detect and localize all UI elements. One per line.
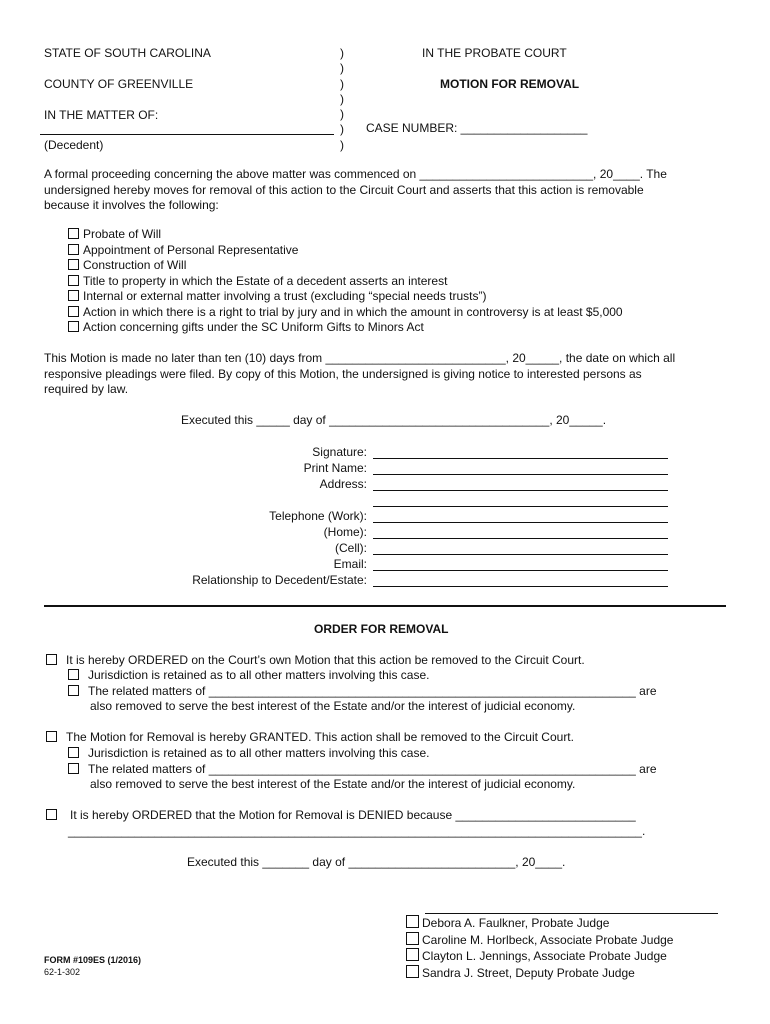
checkbox[interactable] — [46, 809, 57, 820]
removal-reasons-list — [68, 227, 623, 336]
tel-cell-label: (Cell): — [335, 541, 367, 555]
print-name-line[interactable] — [373, 474, 668, 475]
document-title: MOTION FOR REMOVAL — [440, 77, 580, 91]
checkbox[interactable] — [68, 244, 79, 255]
order-option-1 — [46, 653, 585, 669]
checkbox[interactable] — [68, 275, 79, 286]
checkbox[interactable] — [46, 731, 57, 742]
judge-horlbeck[interactable]: Caroline M. Horlbeck, Associate Probate Judge — [406, 932, 673, 949]
tel-work-line[interactable] — [373, 522, 668, 523]
order-title: ORDER FOR REMOVAL — [314, 622, 449, 636]
checkbox[interactable] — [68, 259, 79, 270]
option-probate-of-will[interactable]: Probate of Will — [68, 227, 623, 243]
order-granted[interactable]: The Motion for Removal is hereby GRANTED. This action shall be removed to the Circuit Court. — [46, 730, 574, 746]
email-label: Email: — [333, 557, 367, 571]
checkbox[interactable] — [68, 306, 79, 317]
county-label: COUNTY OF GREENVILLE — [44, 77, 194, 91]
option-appointment[interactable]: Appointment of Personal Representative — [68, 243, 623, 259]
denied-reason-line[interactable]: ______________________________________________________________________________________. — [68, 823, 646, 838]
option-jury[interactable]: Action in which there is a right to trial by jury and in which the amount in controversy is at least $5,000 — [68, 305, 623, 321]
option-gifts-minors[interactable]: Action concerning gifts under the SC Uniform Gifts to Minors Act — [68, 320, 623, 336]
commenced-date-line[interactable]: A formal proceeding concerning the above matter was commenced on __________________________, 20____. The — [44, 167, 667, 181]
checkbox[interactable] — [406, 915, 419, 928]
email-line[interactable] — [373, 570, 668, 571]
executed-line[interactable]: Executed this _____ day of _________________________________, 20_____. — [181, 413, 607, 427]
signature-label: Signature: — [312, 445, 367, 459]
statute-code: 62-1-302 — [44, 967, 81, 977]
order-2-related[interactable]: The related matters of ________________________________________________________________ are — [68, 762, 657, 778]
option-title-property[interactable]: Title to property in which the Estate of a decedent asserts an interest — [68, 274, 623, 290]
checkbox[interactable] — [68, 228, 79, 239]
intro-paragraph: A formal proceeding concerning the above matter was commenced on __________________________, 20____. The undersigned hereby moves for removal of this action to the Circuit Court and asserts that this action is removable because it involves the following: — [44, 167, 667, 212]
order-option-3 — [46, 808, 645, 839]
judge-signature-line[interactable] — [425, 913, 718, 914]
judge-list — [406, 915, 673, 981]
checkbox[interactable] — [68, 321, 79, 332]
checkbox[interactable] — [406, 932, 419, 945]
tel-cell-line[interactable] — [373, 554, 668, 555]
checkbox[interactable] — [46, 654, 57, 665]
checkbox[interactable] — [406, 948, 419, 961]
case-number-field[interactable]: CASE NUMBER: ___________________ — [366, 121, 588, 135]
order-own-motion[interactable]: It is hereby ORDERED on the Court’s own Motion that this action be removed to the Circuit Court. — [46, 653, 585, 669]
address-label: Address: — [319, 477, 367, 491]
address-line-1[interactable] — [373, 490, 668, 491]
tel-home-line[interactable] — [373, 538, 668, 539]
order-option-2-sub: Jurisdiction is retained as to all other matters involving this case. The related matters of ________________________________________________________________ are also removed to serve the best interest of the Estate and/or the interest of judicial economy. — [68, 746, 657, 793]
signature-line[interactable] — [373, 458, 668, 459]
order-1-related[interactable]: The related matters of ________________________________________________________________ are — [68, 684, 657, 700]
checkbox[interactable] — [68, 290, 79, 301]
judge-jennings[interactable]: Clayton L. Jennings, Associate Probate Judge — [406, 948, 673, 965]
motion-paragraph: This Motion is made no later than ten (10) days from ___________________________, 20_____, the date on which all responsive pleadings were filed. By copy of this Motion, the undersigned is giving notice to interested persons as required by law. — [44, 351, 676, 396]
relationship-label: Relationship to Decedent/Estate: — [192, 573, 367, 587]
address-line-2[interactable] — [373, 506, 668, 507]
executed-line-2[interactable]: Executed this _______ day of _________________________, 20____. — [187, 855, 566, 869]
order-1-jurisdiction[interactable]: Jurisdiction is retained as to all other matters involving this case. — [68, 668, 657, 684]
print-name-label: Print Name: — [303, 461, 367, 475]
form-number: FORM #109ES (1/2016) — [44, 955, 142, 965]
decedent-label: (Decedent) — [44, 138, 104, 152]
checkbox[interactable] — [406, 965, 419, 978]
checkbox[interactable] — [68, 669, 79, 680]
judge-faulkner[interactable]: Debora A. Faulkner, Probate Judge — [406, 915, 673, 932]
section-divider — [44, 605, 726, 607]
checkbox[interactable] — [68, 685, 79, 696]
tel-home-label: (Home): — [323, 525, 367, 539]
court-label: IN THE PROBATE COURT — [422, 46, 567, 60]
relationship-line[interactable] — [373, 586, 668, 587]
judge-street[interactable]: Sandra J. Street, Deputy Probate Judge — [406, 965, 673, 982]
option-trust[interactable]: Internal or external matter involving a trust (excluding “special needs trusts”) — [68, 289, 623, 305]
checkbox[interactable] — [68, 763, 79, 774]
order-option-1-sub: Jurisdiction is retained as to all other matters involving this case. The related matters of ________________________________________________________________ are also removed to serve the best interest of the Estate and/or the interest of judicial economy. — [68, 668, 657, 715]
order-denied[interactable]: It is hereby ORDERED that the Motion for Removal is DENIED because ___________________________ — [46, 808, 645, 824]
state-label: STATE OF SOUTH CAROLINA — [44, 46, 211, 60]
tel-work-label: Telephone (Work): — [269, 509, 367, 523]
matter-label: IN THE MATTER OF: — [44, 108, 159, 122]
option-construction[interactable]: Construction of Will — [68, 258, 623, 274]
checkbox[interactable] — [68, 747, 79, 758]
decedent-name-line[interactable] — [40, 134, 334, 135]
order-2-jurisdiction[interactable]: Jurisdiction is retained as to all other matters involving this case. — [68, 746, 657, 762]
order-option-2 — [46, 730, 574, 746]
pleadings-date-line[interactable]: This Motion is made no later than ten (10) days from ___________________________, 20_____, the date on which all — [44, 351, 676, 365]
